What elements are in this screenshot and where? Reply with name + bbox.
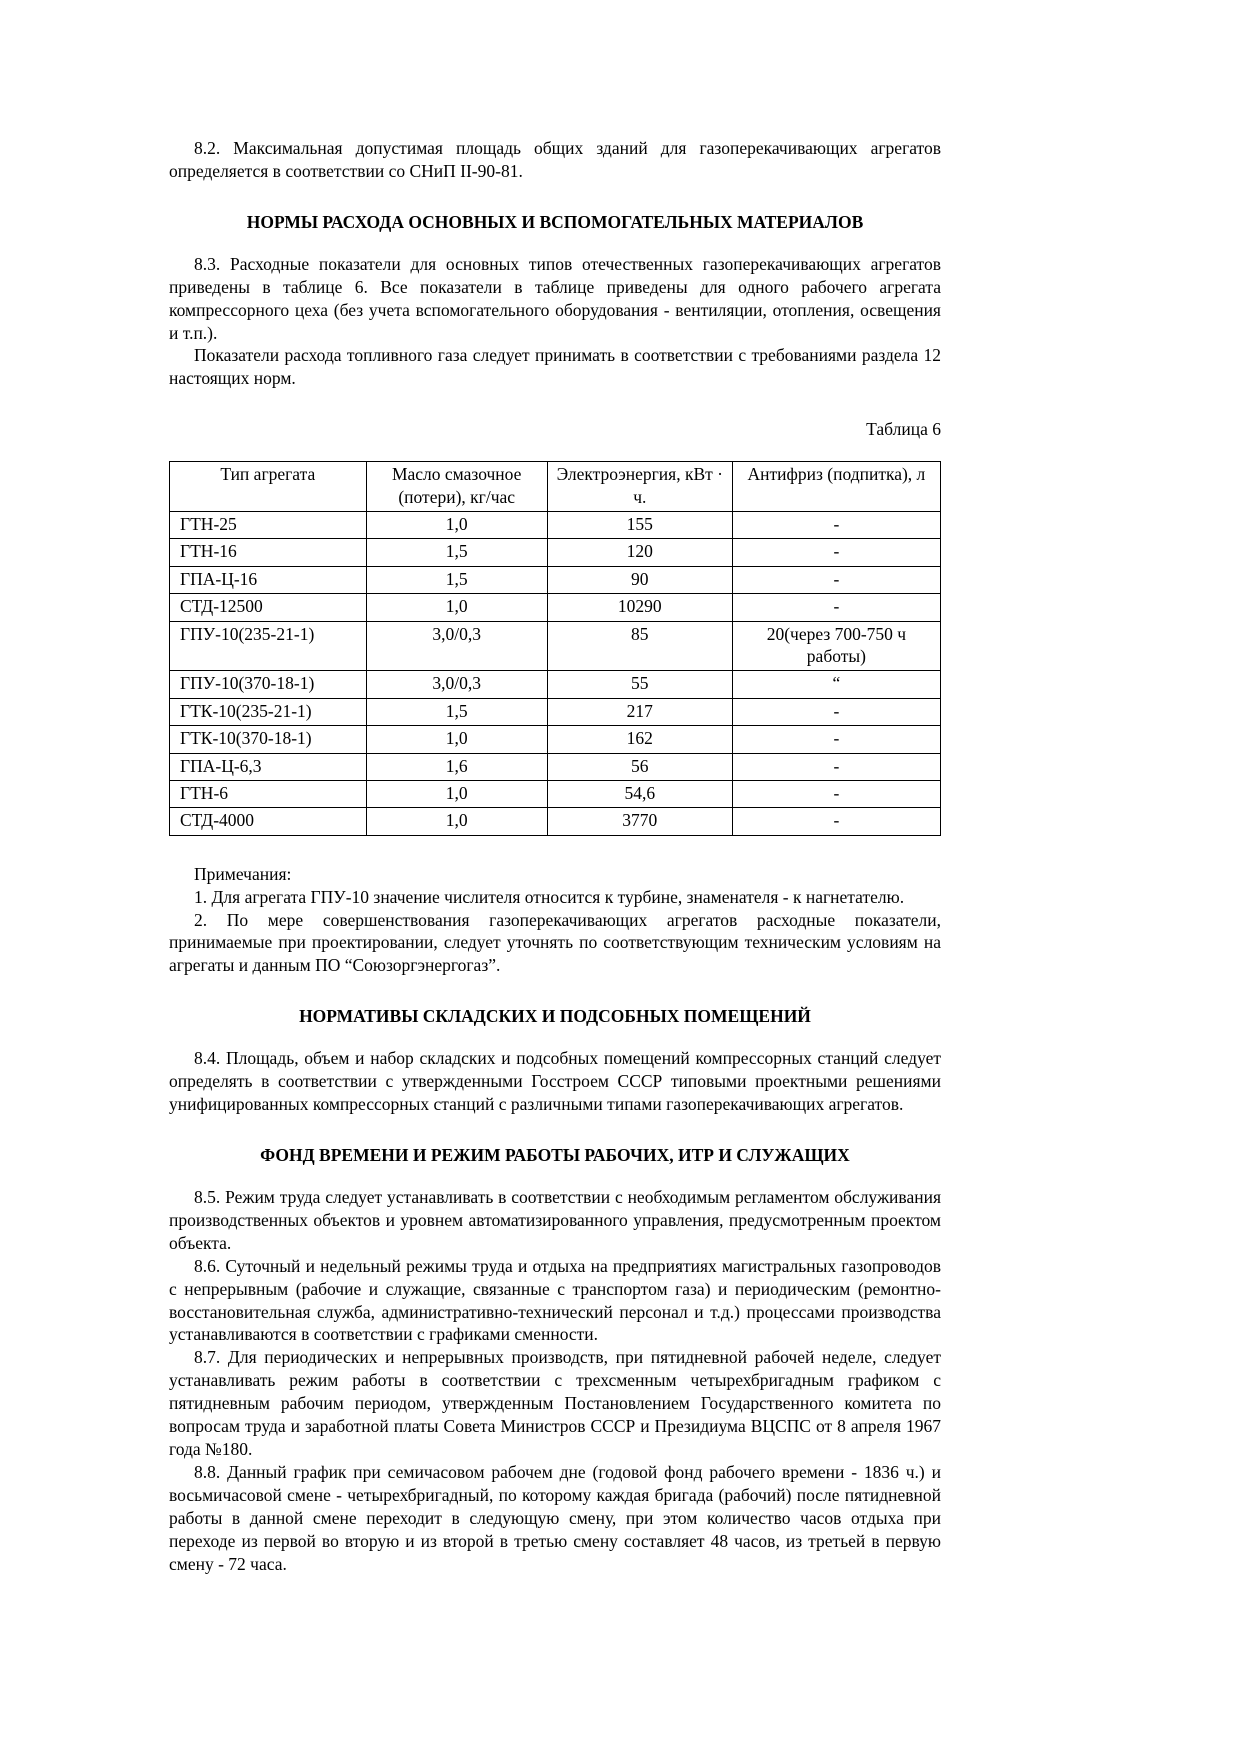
notes-block bbox=[169, 863, 941, 978]
paragraph-8-2: 8.2. Максимальная допустимая площадь общих зданий для газоперекачивающих агрегатов определяется в соответствии со СНиП II-90-81. bbox=[169, 138, 941, 181]
cell-antifreeze: - bbox=[732, 566, 940, 593]
cell-agregat-type: ГТН-16 bbox=[170, 539, 367, 566]
cell-electricity: 54,6 bbox=[547, 780, 732, 807]
paragraph-8-3-continuation: Показатели расхода топливного газа следует принимать в соответствии с требованиями раздела 12 настоящих норм. bbox=[169, 345, 941, 389]
cell-antifreeze: - bbox=[732, 539, 940, 566]
cell-oil-loss: 1,0 bbox=[366, 512, 547, 539]
cell-agregat-type: ГТН-6 bbox=[170, 780, 367, 807]
table-row bbox=[170, 698, 941, 725]
section-heading-worktime: ФОНД ВРЕМЕНИ И РЕЖИМ РАБОТЫ РАБОЧИХ, ИТР И СЛУЖАЩИХ bbox=[260, 1144, 850, 1165]
cell-oil-loss: 1,5 bbox=[366, 539, 547, 566]
document-page bbox=[169, 0, 941, 1576]
paragraph-8-6: 8.6. Суточный и недельный режимы труда и отдыха на предприятиях магистральных газопроводов с непрерывным (рабочие и служащие, связанные с транспортом газа) и периодическим (ремонтно-восстановительная служба, административно-технический персонал и т.д.) процессами производства устанавливаются в соответствии с графиками сменности. bbox=[169, 1255, 941, 1345]
note-2: 2. По мере совершенствования газоперекачивающих агрегатов расходные показатели, принимаемые при проектировании, следует уточнять по соответствующим техническим условиям на агрегаты и данным ПО “Союзоргэнергогаз”. bbox=[169, 909, 941, 976]
cell-antifreeze: - bbox=[732, 512, 940, 539]
cell-antifreeze: - bbox=[732, 726, 940, 753]
cell-oil-loss: 1,0 bbox=[366, 594, 547, 621]
table-header-row bbox=[170, 462, 941, 512]
notes-title: Примечания: bbox=[194, 863, 292, 884]
cell-agregat-type: ГПА-Ц-16 bbox=[170, 566, 367, 593]
header-electricity: Электроэнергия, кВт · ч. bbox=[547, 462, 732, 512]
cell-electricity: 56 bbox=[547, 753, 732, 780]
cell-electricity: 90 bbox=[547, 566, 732, 593]
cell-agregat-type: СТД-4000 bbox=[170, 808, 367, 835]
table-row bbox=[170, 753, 941, 780]
cell-antifreeze: “ bbox=[732, 671, 940, 698]
cell-oil-loss: 1,0 bbox=[366, 726, 547, 753]
header-agregat-type: Тип агрегата bbox=[170, 462, 367, 512]
table-row bbox=[170, 671, 941, 698]
section-heading-storage: НОРМАТИВЫ СКЛАДСКИХ И ПОДСОБНЫХ ПОМЕЩЕНИЙ bbox=[299, 1006, 811, 1027]
header-oil-loss: Масло смазочное (потери), кг/час bbox=[366, 462, 547, 512]
table-row bbox=[170, 594, 941, 621]
cell-electricity: 55 bbox=[547, 671, 732, 698]
paragraph-8-5: 8.5. Режим труда следует устанавливать в соответствии с необходимым регламентом обслуживания производственных объектов и уровнем автоматизированного управления, предусмотренным проектом объекта. bbox=[169, 1186, 941, 1253]
cell-antifreeze: 20(через 700-750 ч работы) bbox=[732, 621, 940, 671]
cell-electricity: 120 bbox=[547, 539, 732, 566]
cell-oil-loss: 1,5 bbox=[366, 566, 547, 593]
table-row bbox=[170, 539, 941, 566]
section-heading-materials: НОРМЫ РАСХОДА ОСНОВНЫХ И ВСПОМОГАТЕЛЬНЫХ МАТЕРИАЛОВ bbox=[246, 211, 864, 232]
cell-oil-loss: 1,6 bbox=[366, 753, 547, 780]
table-caption: Таблица 6 bbox=[866, 419, 941, 440]
cell-antifreeze: - bbox=[732, 698, 940, 725]
cell-oil-loss: 1,0 bbox=[366, 780, 547, 807]
table-row bbox=[170, 566, 941, 593]
cell-oil-loss: 1,0 bbox=[366, 808, 547, 835]
cell-oil-loss: 1,5 bbox=[366, 698, 547, 725]
header-antifreeze: Антифриз (подпитка), л bbox=[732, 462, 940, 512]
consumption-table bbox=[169, 461, 941, 835]
table-row bbox=[170, 726, 941, 753]
cell-antifreeze: - bbox=[732, 780, 940, 807]
paragraph-8-3: 8.3. Расходные показатели для основных типов отечественных газоперекачивающих агрегатов приведены в таблице 6. Все показатели в таблице приведены для одного рабочего агрегата компрессорного цеха (без учета вспомогательного оборудования - вентиляции, отопления, освещения и т.п.). bbox=[169, 253, 941, 343]
cell-agregat-type: ГПУ-10(370-18-1) bbox=[170, 671, 367, 698]
table-row bbox=[170, 808, 941, 835]
cell-electricity: 10290 bbox=[547, 594, 732, 621]
cell-oil-loss: 3,0/0,3 bbox=[366, 621, 547, 671]
cell-electricity: 217 bbox=[547, 698, 732, 725]
cell-agregat-type: ГТК-10(370-18-1) bbox=[170, 726, 367, 753]
table-row bbox=[170, 780, 941, 807]
cell-electricity: 3770 bbox=[547, 808, 732, 835]
paragraph-8-8: 8.8. Данный график при семичасовом рабочем дне (годовой фонд рабочего времени - 1836 ч.) и восьмичасовой смене - четырехбригадный, по которому каждая бригада (рабочий) после пятидневной работы в данной смене переходит в следующую смену, при этом количество часов отдыха при переходе из первой во вторую и из второй в третью смену составляет 48 часов, из третьей в первую смену - 72 часа. bbox=[169, 1461, 941, 1574]
table-row bbox=[170, 512, 941, 539]
cell-agregat-type: ГТН-25 bbox=[170, 512, 367, 539]
paragraph-8-4: 8.4. Площадь, объем и набор складских и подсобных помещений компрессорных станций следует определять в соответствии с утвержденными Госстроем СССР типовыми проектными решениями унифицированных компрессорных станций с различными типами газоперекачивающих агрегатов. bbox=[169, 1048, 941, 1115]
cell-antifreeze: - bbox=[732, 753, 940, 780]
cell-agregat-type: СТД-12500 bbox=[170, 594, 367, 621]
cell-agregat-type: ГПА-Ц-6,3 bbox=[170, 753, 367, 780]
cell-electricity: 155 bbox=[547, 512, 732, 539]
cell-agregat-type: ГТК-10(235-21-1) bbox=[170, 698, 367, 725]
cell-electricity: 85 bbox=[547, 621, 732, 671]
table-row bbox=[170, 621, 941, 671]
cell-agregat-type: ГПУ-10(235-21-1) bbox=[170, 621, 367, 671]
note-1: 1. Для агрегата ГПУ-10 значение числителя относится к турбине, знаменателя - к нагнетателю. bbox=[194, 886, 905, 907]
cell-oil-loss: 3,0/0,3 bbox=[366, 671, 547, 698]
cell-antifreeze: - bbox=[732, 808, 940, 835]
cell-electricity: 162 bbox=[547, 726, 732, 753]
cell-antifreeze: - bbox=[732, 594, 940, 621]
paragraph-8-7: 8.7. Для периодических и непрерывных производств, при пятидневной рабочей неделе, следует устанавливать режим работы в соответствии с трехсменным четырехбригадным графиком с пятидневным рабочим периодом, утвержденным Постановлением Государственного комитета по вопросам труда и заработной платы Совета Министров СССР и Президиума ВЦСПС от 8 апреля 1967 года №180. bbox=[169, 1347, 941, 1460]
